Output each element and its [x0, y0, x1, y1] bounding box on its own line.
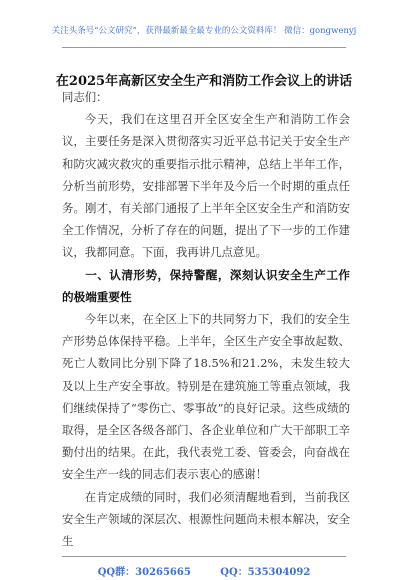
salutation: 同志们：	[62, 90, 108, 104]
section-paragraph: 今年以来，在全区上下的共同努力下，我们的安全生产形势总体保持平稳。上半年，全区生产安全事故起数、死亡人数同比分别下降了18.5%和21.2%，未发生较大及以上生产安全事故。特别是在建筑施工等重点领域，我们继续保持了“零伤亡、零事故”的良好记录。这些成绩的取得，是全区各级各部门、各企业单位和广大干部职工辛勤付出的结果。在此，我代表党工委、管委会，向奋战在安全生产一线的同志们表示衷心的感谢！	[62, 312, 350, 482]
document-body	[62, 86, 350, 552]
promo-banner: 关注头条号“公文研究”，获得最新最全最专业的公文资料库！ 微信：gongwenyj	[51, 26, 357, 36]
footer-divider	[62, 556, 346, 557]
document-title: 在2025年高新区安全生产和消防工作会议上的讲话	[55, 74, 353, 89]
section-heading: 一、认清形势，保持警醒，深刻认识安全生产工作的极端重要性	[62, 267, 350, 304]
qq-text: QQ：535304092	[220, 567, 311, 578]
qq-group-text: QQ群：30265665	[97, 567, 191, 578]
section-paragraph: 在肯定成绩的同时，我们必须清醒地看到，当前我区安全生产领域的深层次、根源性问题尚未根本解决，安全生	[62, 489, 350, 549]
footer-contact	[0, 563, 408, 578]
intro-paragraph: 今天，我们在这里召开全区安全生产和消防工作会议，主要任务是深入贯彻落实习近平总书记关于安全生产和防灾减灾救灾的重要指示批示精神，总结上半年工作，分析当前形势，安排部署下半年及今后一个时期的重点任务。刚才，有关部门通报了上半年全区安全生产和消防安全工作情况，分析了存在的问题，提出了下一步的工作建议，我都同意。下面，我再讲几点意见。	[62, 112, 350, 260]
header-divider	[62, 47, 346, 48]
